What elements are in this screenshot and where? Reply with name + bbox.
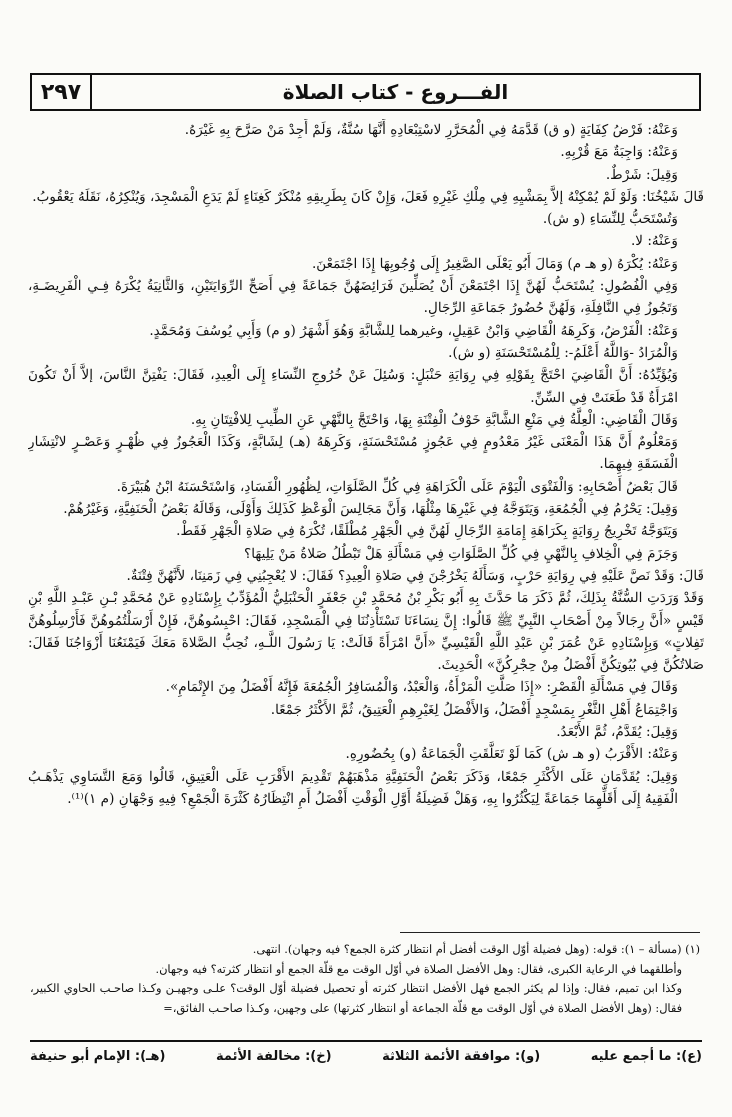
legend-item: (خ): مخالفة الأئمة — [216, 1048, 332, 1064]
footnote: وكذا ابن تميم، فقال: وإذا لم يكثر الجمع فهل الأفضل انتظار كثرته أو تحصيل فضيلة أوّل الوقت؟ علـى وجهيـن وكـذا صاحـب الحاوي الكبير، فقال: (وهل الأفضل الصلاة في أوّل الوقت مع قلّة الجماعة أو انتظار كثرتها) على وجهين، وكـذا صاحـب الفائق،= — [30, 982, 682, 1015]
paragraph: وَقَالَ فِي مَسْأَلَةِ الْقَصْرِ: «إِذَا صَلَّتِ الْمَرْأَةُ، وَالْعَبْدُ، وَالْمُسَافِرُ الْجُمُعَةَ فَإِنَّهُ أَفْضَلُ مِنَ الإِتْمَامِ». — [165, 679, 678, 696]
symbol-legend — [30, 1043, 702, 1069]
footnote: (١) (مسألة – ١): قوله: (وهل فضيلة أوّل الوقت أفضل أم انتظار كثرة الجمع؟ فيه وجهان). انتهى. — [252, 943, 700, 956]
legend-item: (ع): ما أجمع عليه — [590, 1048, 702, 1064]
paragraph: وَعَنْهُ: الأَقْرَبُ (و هـ ش) كَمَا لَوْ تَعَلَّقَتِ الْجَمَاعَةُ (و) بِحُضُورِهِ. — [345, 746, 678, 763]
paragraph: وَعَنْهُ: لا. — [630, 233, 678, 250]
paragraph: وَاجْتِمَاعُ أَهْلِ الثَّغْرِ بِمَسْجِدٍ أَفْضَلُ، وَالأَفْضَلُ لِغَيْرِهِمِ الْعَتِيقُ، ثُمَّ الأَكْثَرُ جَمْعًا. — [270, 701, 678, 718]
paragraph: وَجَزَمَ فِي الْخِلافِ بِالنَّهْيِ فِي كُلِّ الصَّلَوَاتِ فِي مَسْأَلَةِ هَلْ تَبْطُلُ صَلاةُ مَنْ يَلِيهَا؟ — [244, 545, 678, 562]
paragraph: وَقِيلَ: يَحْرُمُ فِي الْجُمُعَةِ، وَيَتَوَجَّهُ فِي غَيْرِهَا مِثْلُهَا، وَأَنَّ مَجَالِسَ الْوَعْظِ كَذَلِكَ وَأَوْلَى، وَقَالَهُ بَعْضُ الْحَنَفِيَّةِ، وَغَيْرُهُمْ. — [63, 501, 678, 518]
footnotes — [30, 940, 700, 1034]
paragraph: وَقَدْ وَرَدَتِ السُّنَّةُ بِذَلِكَ، ثُمَّ ذَكَرَ مَا حَدَّثَ بِهِ أَبُو بَكْرِ بْنُ مُحَمَّدِ بْنِ جَعْفَرٍ الْحَنْبَلِيُّ الْمُؤَدِّبُ بِإِسْنَادِهِ عَنْ مُحَمَّدِ بْـنِ عَبْـدِ اللَّهِ بْنِ قَيْسٍ «أَنَّ رِجَالاً مِنْ أَصْحَابِ النَّبِيِّ ﷺ قَالُوا: إِنَّ نِسَاءَنَا تَسْتَأْذِنُنَا فِي الْمَسْجِدِ، فَقَالَ: احْبِسُوهُنَّ، فَإِنْ أَرْسَلْتُمُوهُنَّ فَأَرْسِلُوهُنَّ تَفِلاتٍ» وَبِإِسْنَادِهِ عَنْ عُمَرَ بْنِ عَبْدِ اللَّهِ الْقَيْسِيِّ «أَنَّ امْرَأَةً قَالَتْ: يَا رَسُولَ اللَّـهِ، نُحِبُّ الصَّلاةَ مَعَكَ فَيَمْنَعُنَا أَزْوَاجُنَا فَقَالَ: صَلاتُكُنَّ فِي بُيُوتِكُنَّ أَفْضَلُ مِنْ حِجْرِكُنَّ» الْحَدِيثَ. — [28, 590, 704, 674]
paragraph: وَعَنْهُ: الْفَرْضُ، وَكَرِهَهُ الْقَاضِي وَابْنُ عَقِيلٍ، وغيرهما لِلشَّابَّةِ وَهُوَ أَشْهَرُ (و م) وَأَبِي يُوسُفَ وَمُحَمَّدٍ. — [149, 322, 678, 339]
paragraph: قَالَ بَعْضُ أَصْحَابِهِ: وَالْفَتْوَى الْيَوْمَ عَلَى الْكَرَاهَةِ فِي كُلِّ الصَّلَوَاتِ، لِظُهُورِ الْفَسَادِ، وَاسْتَحْسَنَهُ ابْنُ هُبَيْرَةَ. — [116, 478, 678, 495]
main-text — [28, 119, 704, 924]
paragraph: وَيَتَوَجَّهُ تَخْرِيجُ رِوَايَةٍ بِكَرَاهَةِ إِمَامَةِ الرِّجَالِ لَهُنَّ فِي الْجَهْرِ مُطْلَقًا، تُكْرَهُ فِي صَلاةِ الْجَهْرِ فَقَطْ. — [176, 523, 678, 540]
paragraph: قَالَ شَيْخُنَا: وَلَوْ لَمْ يُمْكِنْهُ إلاَّ بِمَشْيِهِ فِي مِلْكِ غَيْرِهِ فَعَلَ، وَإِنْ كَانَ بِطَرِيقِهِ مُنْكَرٌ كَغِنَاءٍ لَمْ يَدَعِ الْمَسْجِدَ، وَيُنْكِرُهُ، نَقَلَهُ يَعْقُوبُ. — [32, 188, 704, 205]
paragraph: قَالَ: وَقَدْ نَصَّ عَلَيْهِ فِي رِوَايَةِ حَرْبٍ، وَسَأَلَهُ يَخْرُجْنَ فِي صَلاةِ الْعِيدِ؟ فَقَالَ: لا يُعْجِبُنِي فِي زَمَنِنَا، لأَنَّهُنَّ فِتْنَةٌ. — [126, 567, 704, 584]
page-header — [30, 73, 701, 111]
paragraph: وَفِي الْفُصُولِ: يُسْتَحَبُّ لَهُنَّ إِذَا اجْتَمَعْنَ أَنْ يُصَلِّينَ فَرَائِضَهُنَّ جَمَاعَةً فِي أَصَحِّ الرِّوَايَتَيْنِ، وَالثَّانِيَةُ يُكْرَهُ فِـي الْفَرِيضَـةِ، وَتَجُوزُ فِي النَّافِلَةِ، وَلَهُنَّ حُضُورُ جَمَاعَةِ الرِّجَالِ. — [28, 278, 678, 317]
paragraph: وَقَالَ الْقَاضِي: الْعِلَّةُ فِي مَنْعِ الشَّابَّةِ خَوْفُ الْفِتْنَةِ بِهَا، وَاحْتَجَّ بِالنَّهْيِ عَنِ الطِّيبِ لِلافْتِتَانِ بِهِ. — [190, 411, 678, 428]
paragraph: وَقِيلَ: شَرْطٌ. — [605, 166, 678, 183]
legend-item: (و): موافقة الأئمة الثلاثة — [382, 1048, 541, 1064]
paragraph: وَتُسْتَحَبُّ لِلنِّسَاءِ (و ش). — [542, 211, 678, 228]
footnote: وأطلقهما في الرعاية الكبرى، فقال: وهل الأفضل الصلاة في أوّل الوقت مع قلّة الجمع أو انتظار كثرته؟ فيه وجهان. — [155, 962, 682, 976]
paragraph: وَعَنْهُ: يُكْرَهُ (و هـ م) وَمَالَ أَبُو يَعْلَى الصَّغِيرُ إِلَى وُجُوبِهَا إِذَا اجْتَمَعْنَ. — [311, 255, 678, 272]
legend-separator — [30, 1040, 702, 1042]
footnote-separator — [400, 932, 700, 933]
paragraph: وَمَعْلُومٌ أَنَّ هَذَا الْمَعْنَى غَيْرُ مَعْدُومٍ فِي عَجُوزٍ مُسْتَحْسَنَةٍ، وَكَرِهَهُ (هـ) لِشَابَّةٍ، وَكَذَا الْعَجُوزُ فِي ظُهْـرٍ وَعَصْـرٍ لانْتِشَارِ الْفَسَقَةِ فِيهِمَا. — [28, 434, 678, 473]
running-title: الفـــروع - كتاب الصلاة — [282, 80, 509, 104]
paragraph: وَالْمُرَادُ -وَاللَّهُ أَعْلَمُ-: لِلْمُسْتَحْسَنَةِ (و ش). — [448, 344, 678, 361]
paragraph: وَعَنْهُ: فَرْضُ كِفَايَةٍ (و ق) قَدَّمَهُ فِي الْمُحَرَّرِ لاسْتِبْعَادِهِ أَنَّهَا سُنَّةٌ، وَلَمْ أَجِدْ مَنْ صَرَّحَ بِهِ غَيْرَهُ. — [184, 122, 678, 138]
page-number: ٢٩٧ — [32, 75, 92, 109]
paragraph: وَيُؤَيِّدُهُ: أَنَّ الْقَاضِيَ احْتَجَّ بِقَوْلِهِ فِي رِوَايَةِ حَنْبَلٍ: وَسُئِلَ عَنْ خُرُوجِ النِّسَاءِ إِلَى الْعِيدِ، فَقَالَ: يَفْتِنَّ النَّاسَ، إلاَّ أَنْ تَكُونَ امْرَأَةٌ قَدْ طَعَنَتْ فِي السِّنِّ. — [28, 367, 678, 406]
paragraph: وَقِيلَ: يُقَدَّمَانِ عَلَى الأَكْثَرِ جَمْعًا، وَذَكَرَ بَعْضُ الْحَنَفِيَّةِ مَذْهَبَهُمْ تَقْدِيمَ الأَقْرَبِ عَلَى الْعَتِيقِ، قَالُوا وَمَعَ التَّسَاوِي يَذْهَـبُ الْفَقِيهُ إِلَى أَقَلِّهِمَا جَمَاعَةً لِيَكْثُرُوا بِهِ، وَهَلْ فَضِيلَةُ أَوَّلِ الْوَقْتِ أَفْضَلُ أَمِ انْتِظَارُهُ كَثْرَةَ الْجَمْعِ؟ فِيهِ وَجْهَانِ (م ١)⁽¹⁾. — [28, 768, 678, 807]
legend-item: (هـ): الإمام أبو حنيفة — [30, 1048, 166, 1064]
paragraph: وَقِيلَ: يُقَدَّمُ، ثُمَّ الأَبْعَدُ. — [556, 724, 678, 741]
paragraph: وَعَنْهُ: وَاجِبَةٌ مَعَ قُرْبِهِ. — [560, 144, 678, 161]
